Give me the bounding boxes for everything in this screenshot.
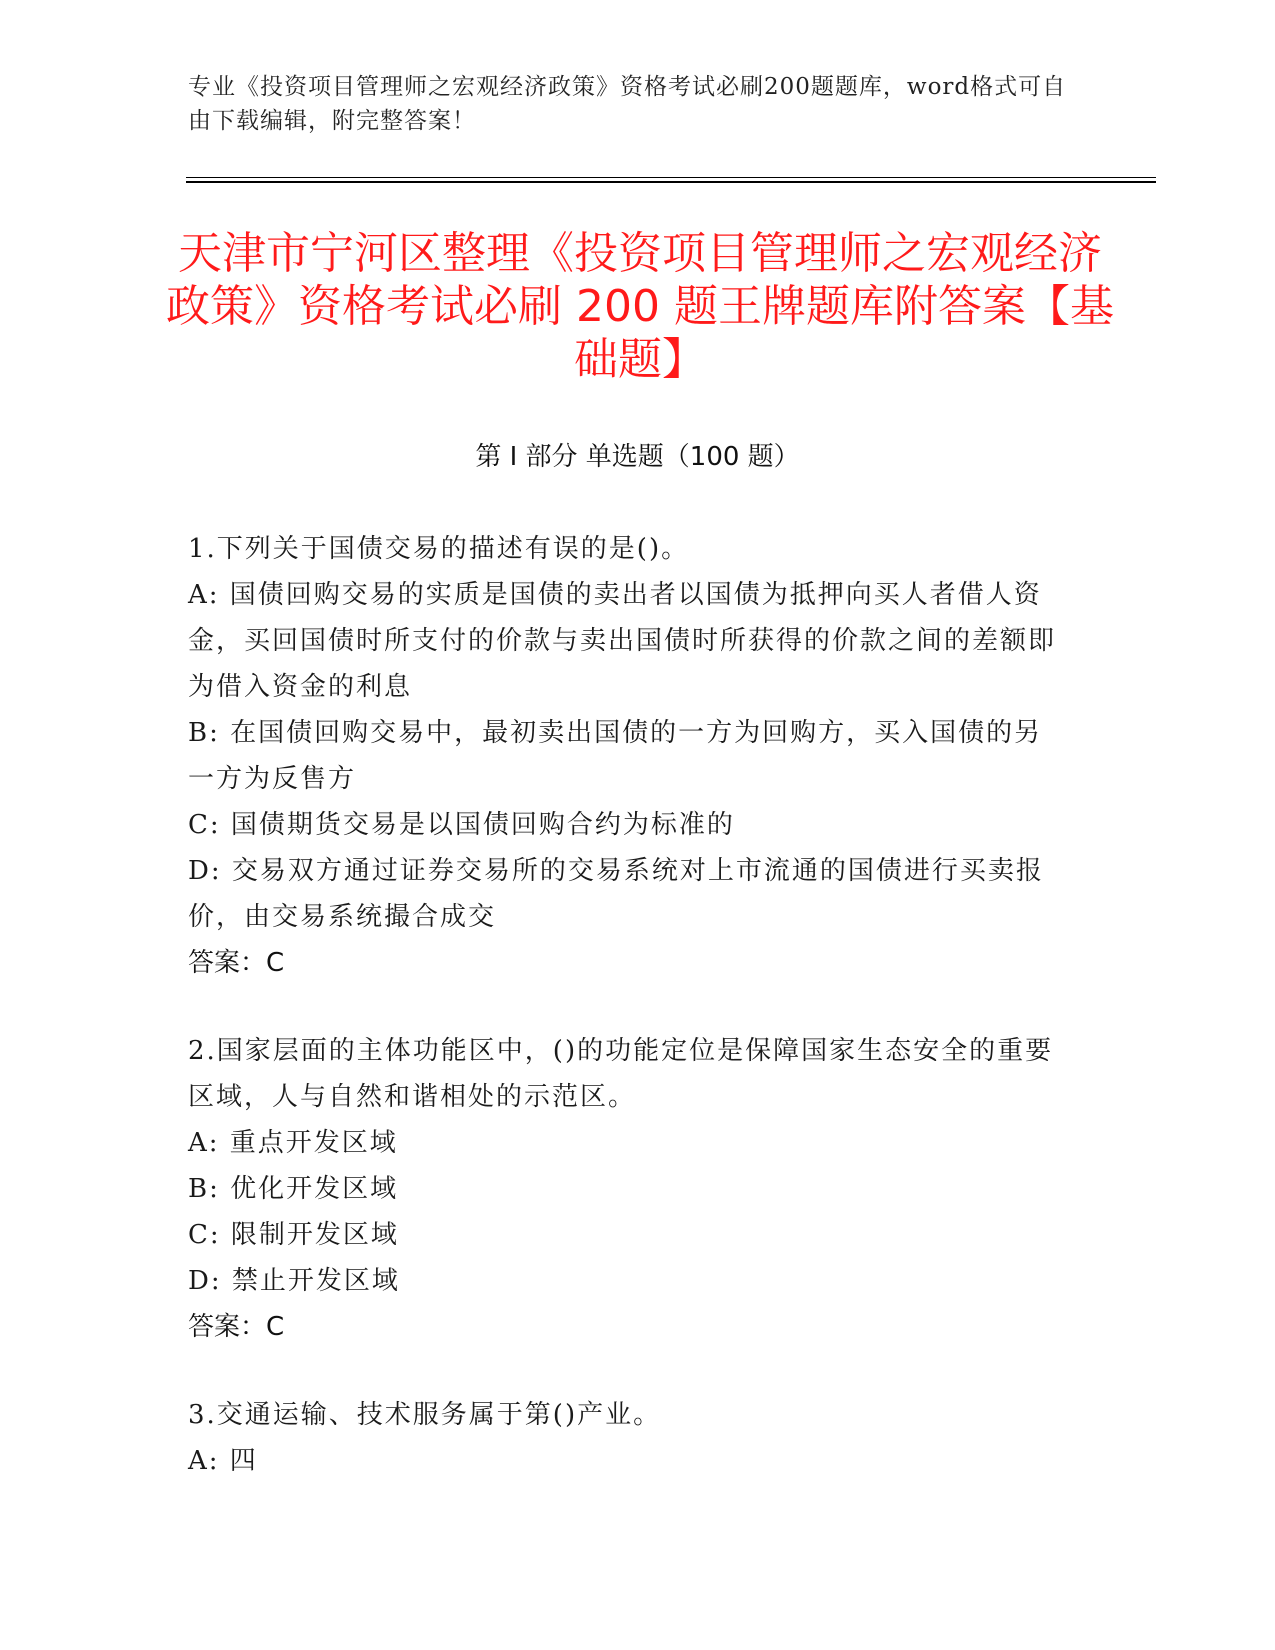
question-1 <box>188 526 1068 986</box>
option-a: A: 国债回购交易的实质是国债的卖出者以国债为抵押向买人者借人资金，买回国债时所支付的价款与卖出国债时所获得的价款之间的差额即为借入资金的利息 <box>188 580 1057 702</box>
answer-label: 答案：C <box>188 948 285 978</box>
question-stem: 1.下列关于国债交易的描述有误的是()。 <box>188 534 690 564</box>
question-stem: 2.国家层面的主体功能区中，()的功能定位是保障国家生态安全的重要区域，人与自然和谐相处的示范区。 <box>188 1036 1054 1112</box>
option-c: C: 限制开发区域 <box>188 1220 399 1250</box>
question-list <box>188 526 1068 1526</box>
option-c: C: 国债期货交易是以国债回购合约为标准的 <box>188 810 735 840</box>
option-d: D: 交易双方通过证券交易所的交易系统对上市流通的国债进行买卖报价，由交易系统撮合成交 <box>188 856 1044 932</box>
section-heading: 第 I 部分 单选题（100 题） <box>475 442 800 472</box>
document-title: 天津市宁河区整理《投资项目管理师之宏观经济政策》资格考试必刷 200 题王牌题库附答案【基础题】 <box>166 228 1114 385</box>
question-3 <box>188 1392 1068 1484</box>
option-a: A: 重点开发区域 <box>188 1128 398 1158</box>
answer-label: 答案：C <box>188 1312 285 1342</box>
header-rule-thin <box>186 177 1156 178</box>
header-note: 专业《投资项目管理师之宏观经济政策》资格考试必刷200题题库，word格式可自由下载编辑，附完整答案！ <box>188 74 1067 134</box>
option-b: B: 优化开发区域 <box>188 1174 399 1204</box>
header-rule-thick <box>186 181 1156 183</box>
question-stem: 3.交通运输、技术服务属于第()产业。 <box>188 1400 662 1430</box>
option-d: D: 禁止开发区域 <box>188 1266 400 1296</box>
option-b: B: 在国债回购交易中，最初卖出国债的一方为回购方，买入国债的另一方为反售方 <box>188 718 1043 794</box>
question-2 <box>188 1028 1068 1350</box>
option-a: A: 四 <box>188 1446 258 1476</box>
